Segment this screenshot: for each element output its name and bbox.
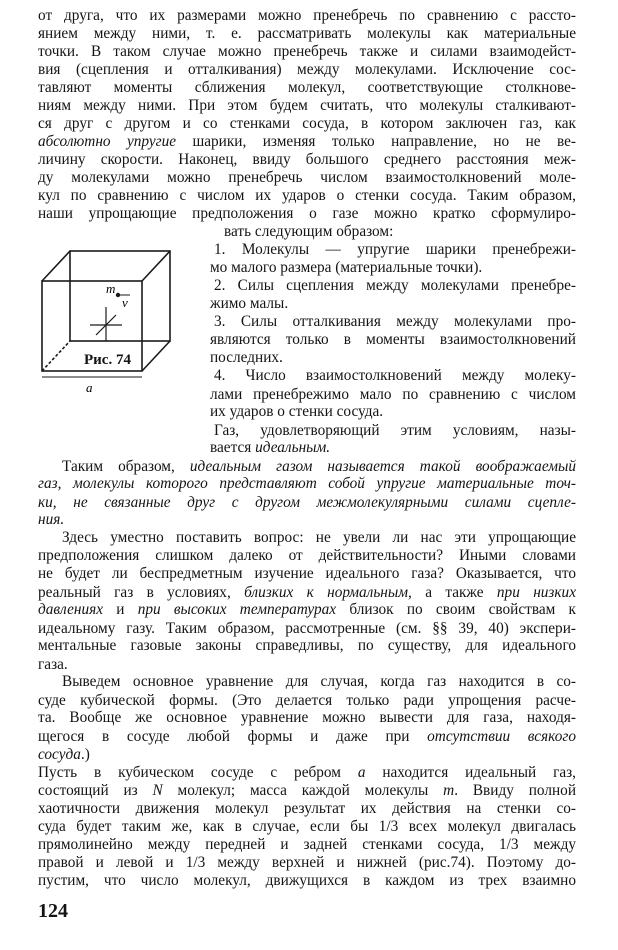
text-line: сосуда.) (38, 746, 90, 763)
list-item-1: 1. Молекулы — упругие шарики пренебрежи- (214, 241, 576, 258)
text-line: хаотичности движения молекул результат их действия на стенки со- (38, 800, 576, 817)
text-line: суда будет таким же, как в случае, если бы 1/3 всех молекул двигалась (38, 818, 576, 835)
list-item-4: 4. Число взаимостолкновений между молеку- (214, 367, 576, 384)
text-line: правой и левой и 1/3 между верхней и нижней (рис.74). Поэтому до- (38, 854, 576, 871)
text-line: пустим, что число молекул, движущихся в каждом из трех взаимно (38, 872, 576, 889)
text-line: мо малого размера (материальные точки). (210, 259, 483, 276)
label-v: v (122, 295, 128, 310)
text-line: личину скорости. Наконец, ввиду большого среднего расстояния меж- (38, 151, 576, 168)
text-line: Выведем основное уравнение для случая, когда газ находится в со- (62, 673, 576, 690)
text-line: ки, не связанные друг с другом межмолекулярными силами сцепле- (38, 494, 576, 511)
list-item-2: 2. Силы сцепления между молекулами пренебре- (214, 277, 576, 294)
text-line: реальный газ в условиях, близких к нормальным, а также при низких (38, 584, 576, 601)
velocity-axes (90, 307, 122, 341)
text-line: щегося в сосуде любой формы и даже при отсутствии всякого (38, 728, 576, 745)
text-line: Газ, удовлетворяющий этим условиям, назы- (214, 422, 576, 439)
text-line: кул по сравнению с числом их ударов о стенки сосуда. Таким образом, (38, 187, 576, 204)
label-m: m (106, 281, 116, 296)
cube-figure (34, 237, 194, 397)
text-line: Таким образом, идеальным газом называется такой воображаемый (62, 458, 576, 475)
figure-caption: Рис. 74 (84, 352, 131, 368)
text-line: ниям между ними. При этом будем считать, что молекулы сталкивают- (38, 97, 576, 114)
text-line: не будет ли беспредметным изучение идеального газа? Оказывается, что (38, 565, 576, 582)
text-line: Пусть в кубическом сосуде с ребром а находится идеальный газ, (38, 764, 576, 781)
text-line: ся друг с другом и со стенками сосуда, в котором заключен газ, как (38, 115, 576, 132)
text-line: тавляют моменты сближения молекул, соответствующие столкнове- (38, 79, 576, 96)
text-line: предположения слишком далеко от действительности? Иными словами (38, 547, 576, 564)
text-line: наши упрощающие предположения о газе можно кратко сформулиро- (38, 205, 576, 222)
text-line: ментальные газовые законы справедливы, по существу, для идеального (38, 637, 576, 654)
text-line: вия (сцепления и отталкивания) между молекулами. Исключение сос- (38, 61, 576, 78)
list-item-3: 3. Силы отталкивания между молекулами про- (214, 313, 576, 330)
text-line: состоящий из N молекул; масса каждой молекулы m. Ввиду полной (38, 782, 577, 799)
text-line: идеальному газу. Таким образом, рассмотренные (см. §§ 39, 40) экспери- (38, 620, 576, 637)
text-line: лами пренебрежимо мало по сравнению с числом (210, 386, 576, 403)
text-line: последних. (210, 349, 283, 366)
text-line: давлениях и при высоких температурах близок по своим свойствам к (38, 601, 576, 618)
text-line: та. Вообще же основное уравнение можно вывести для газа, находя- (38, 709, 576, 726)
text-line: газ, молекулы которого представляют собой упругие материальные точ- (38, 475, 576, 492)
text-line: газа. (38, 656, 68, 673)
text-line: абсолютно упругие шарики, изменяя только направление, но не ве- (38, 133, 576, 150)
text-line: от друга, что их размерами можно пренебречь по сравнению с рассто- (38, 7, 576, 24)
text-line: ду молекулами можно пренебречь числом взаимостолкновений моле- (38, 169, 576, 186)
text-line: суде кубической формы. (Это делается только ради упрощения расче- (38, 692, 576, 709)
text-line: ния. (38, 511, 65, 528)
text-line: вать следующим образом: (224, 223, 394, 240)
text-line: точки. В таком случае можно пренебречь также и силами взаимодейст- (38, 43, 576, 60)
text-line: их ударов о стенки сосуда. (210, 403, 384, 420)
text-line: жимо малы. (210, 295, 289, 312)
text-line: вается идеальным. (210, 439, 331, 456)
text-line: являются только в моменты взаимостолкновений (210, 331, 576, 348)
cube-back-face (70, 251, 170, 341)
text-line: янием между ними, т. е. рассматривать молекулы как материальные (38, 25, 576, 42)
text-line: Здесь уместно поставить вопрос: не увели ли нас эти упрощающие (62, 529, 576, 546)
page-number: 124 (38, 900, 68, 922)
label-a: a (86, 380, 93, 395)
text-line: прямолинейно между передней и задней стенками сосуда, 1/3 между (38, 836, 576, 853)
